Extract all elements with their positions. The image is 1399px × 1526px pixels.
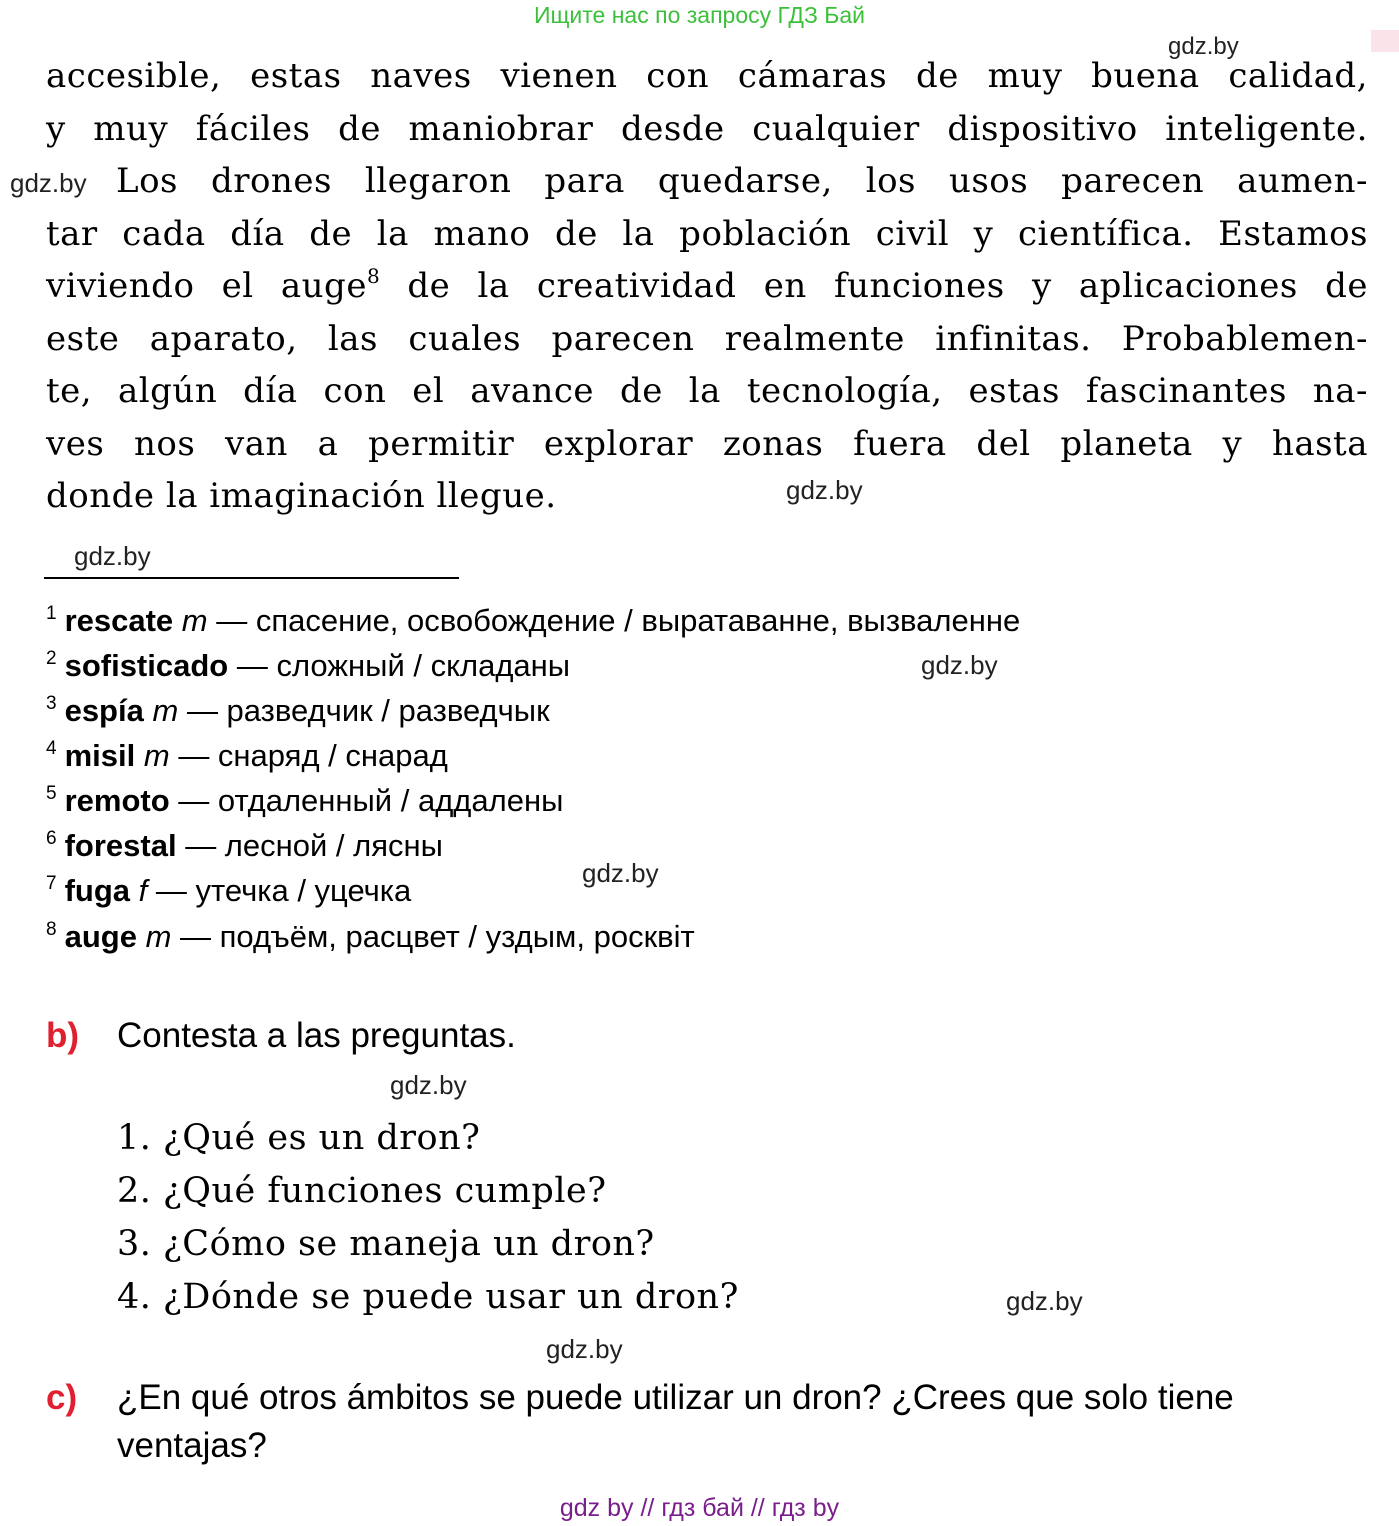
- footnote-gender: m: [152, 693, 179, 728]
- question-item: 2. ¿Qué funciones cumple?: [117, 1171, 607, 1211]
- section-c-question-cont: ventajas?: [117, 1426, 267, 1465]
- footnote-term: espía: [64, 693, 144, 728]
- paragraph-segment: viviendo el auge: [46, 266, 367, 306]
- footnote-number: 6: [46, 828, 57, 849]
- footnote-term: remoto: [64, 783, 170, 818]
- watermark: gdz.by: [1168, 33, 1239, 60]
- footnote-number: 4: [46, 738, 57, 759]
- footnote-number: 1: [46, 603, 57, 624]
- watermark: gdz.by: [546, 1334, 623, 1364]
- footnote-item: [46, 636, 570, 681]
- paragraph-line: te, algún día con el avance de la tecnología, estas fascinantes na-: [46, 371, 1368, 411]
- question-item: 4. ¿Dónde se puede usar un dron?: [117, 1277, 739, 1317]
- footnote-number: 7: [46, 873, 57, 894]
- section-c-marker: c): [46, 1378, 78, 1417]
- section-c-question: ¿En qué otros ámbitos se puede utilizar un dron? ¿Crees que solo tiene: [117, 1378, 1234, 1417]
- question-item: 1. ¿Qué es un dron?: [117, 1118, 481, 1158]
- footnote-gender: m: [181, 603, 208, 638]
- footnote-term: misil: [64, 738, 136, 773]
- footnote-term: fuga: [64, 873, 131, 908]
- footnote-definition: — спасение, освобождение / выратаванне, вызваленне: [216, 603, 1021, 638]
- footnote-term: forestal: [64, 828, 177, 863]
- paragraph-line: tar cada día de la mano de la población civil y científica. Estamos: [46, 213, 1368, 254]
- bottom-footer: gdz by // гдз бай // гдз by: [559, 1494, 840, 1522]
- reading-paragraph: [46, 50, 1368, 523]
- footnote-divider: [44, 577, 459, 579]
- footnote-gender: f: [138, 873, 148, 908]
- footnote-item: [46, 681, 550, 726]
- watermark: gdz.by: [1006, 1286, 1083, 1316]
- corner-decoration: [1371, 30, 1399, 52]
- paragraph-line: accesible, estas naves vienen con cámaras de muy buena calidad,: [46, 56, 1368, 96]
- paragraph-line: ves nos van a permitir explorar zonas fuera del planeta y hasta: [46, 423, 1368, 464]
- section-b-instruction: Contesta a las preguntas.: [117, 1016, 516, 1055]
- footnote-definition: — утечка / уцечка: [155, 873, 412, 908]
- paragraph-line: este aparato, las cuales parecen realmente infinitas. Probablemen-: [46, 318, 1368, 359]
- section-b-marker: b): [46, 1016, 80, 1055]
- footnote-item: [46, 907, 695, 952]
- footnote-number: 5: [46, 783, 57, 804]
- footnote-item: [46, 591, 1020, 636]
- footnote-definition: — отдаленный / аддалены: [178, 783, 564, 818]
- top-banner: Ищите нас по запросу ГДЗ Бай: [533, 2, 866, 28]
- paragraph-segment: de la creatividad en funciones y aplicaciones de: [407, 266, 1368, 306]
- question-item: 3. ¿Cómo se maneja un dron?: [117, 1224, 655, 1264]
- paragraph-line: donde la imaginación llegue.: [46, 476, 557, 516]
- paragraph-line: y muy fáciles de maniobrar desde cualquier dispositivo inteligente.: [46, 108, 1368, 149]
- footnote-term: sofisticado: [64, 648, 229, 683]
- footnote-definition: — сложный / складаны: [236, 648, 571, 683]
- footnote-gender: m: [143, 738, 170, 773]
- watermark: gdz.by: [921, 650, 998, 680]
- footnote-item: [46, 726, 448, 771]
- paragraph-line: [46, 260, 1368, 313]
- footnote-number: 3: [46, 693, 57, 714]
- watermark: gdz.by: [74, 541, 151, 571]
- footnote-gender: m: [145, 919, 172, 954]
- footnote-definition: — снаряд / снарад: [178, 738, 448, 773]
- footnote-item: [46, 771, 563, 816]
- footnote-definition: — лесной / лясны: [185, 828, 443, 863]
- footnote-item: [46, 816, 443, 861]
- footnote-term: rescate: [64, 603, 174, 638]
- watermark: gdz.by: [10, 168, 87, 198]
- watermark: gdz.by: [390, 1070, 467, 1100]
- footnote-term: auge: [64, 919, 137, 954]
- footnote-number: 2: [46, 648, 57, 669]
- paragraph-line: Los drones llegaron para quedarse, los usos parecen aumen-: [116, 161, 1368, 201]
- footnote-item: [46, 861, 411, 906]
- watermark: gdz.by: [582, 858, 659, 888]
- footnote-number: 8: [46, 919, 57, 940]
- footnote-definition: — подъём, расцвет / уздым, росквіт: [180, 919, 695, 954]
- watermark: gdz.by: [786, 475, 863, 505]
- footnote-definition: — разведчик / разведчык: [186, 693, 550, 728]
- footnote-ref: 8: [366, 264, 381, 288]
